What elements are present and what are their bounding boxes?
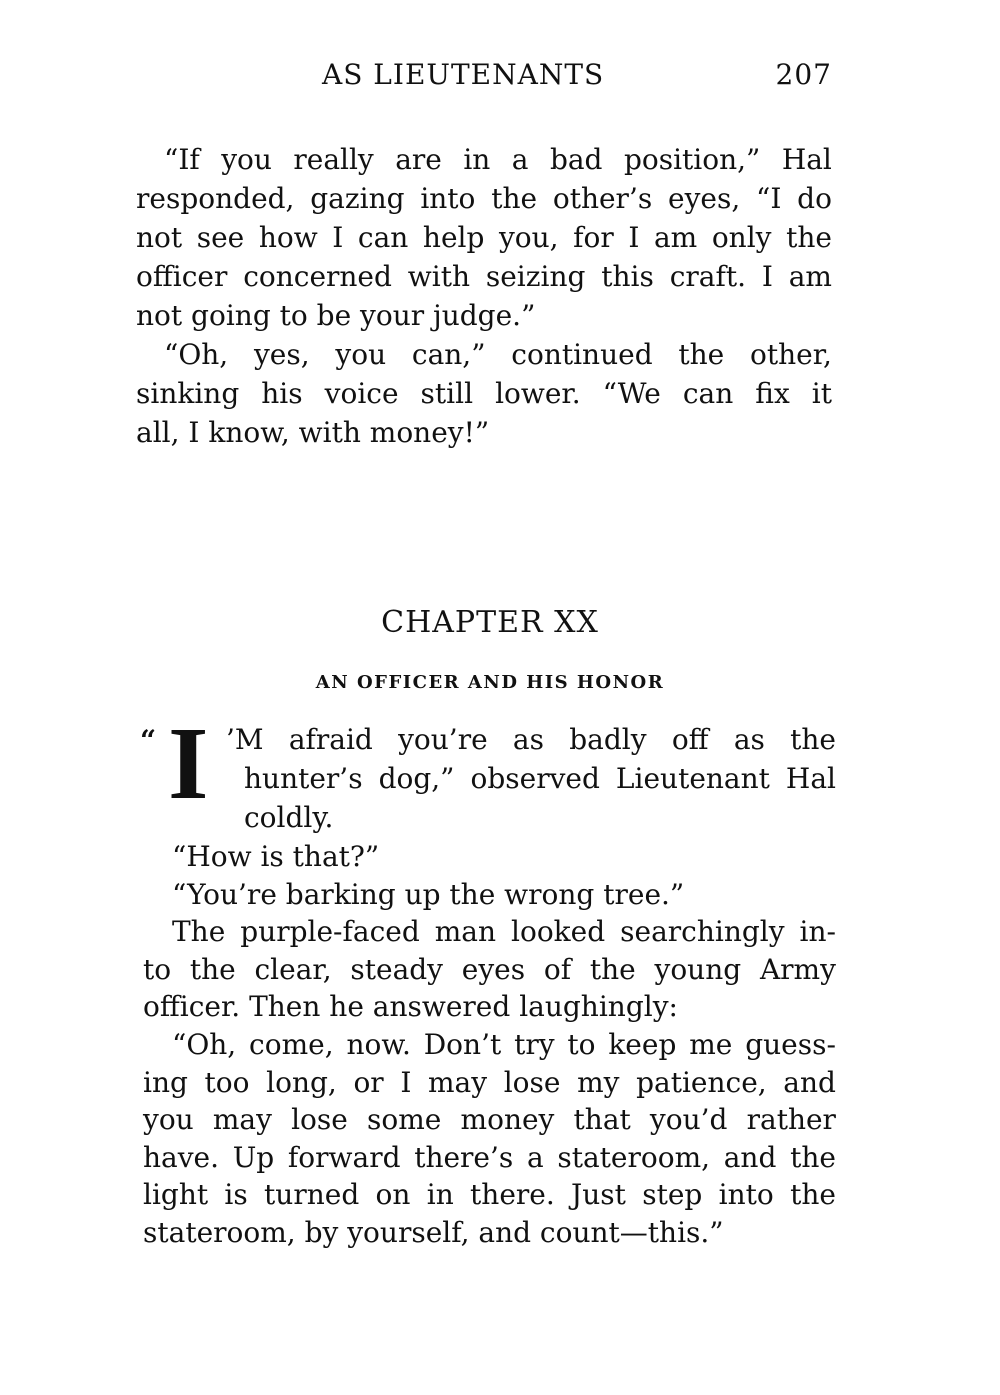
word: bad <box>549 143 603 176</box>
word: stateroom, <box>557 1141 711 1174</box>
word: you <box>221 143 272 176</box>
word: Don’t <box>423 1028 502 1061</box>
word: responded, <box>136 182 295 215</box>
word: I <box>332 221 344 254</box>
word: ing <box>143 1066 188 1099</box>
word: still <box>420 377 474 410</box>
word: there. <box>470 1178 555 1211</box>
chapter-title: AN OFFICER AND HIS HONOR <box>315 672 665 693</box>
word: light <box>143 1178 209 1211</box>
word: in- <box>799 915 836 948</box>
text-line: not going to be your judge.” <box>136 299 536 332</box>
word: turned <box>264 1178 360 1211</box>
word: am <box>788 260 832 293</box>
word: seizing <box>485 260 586 293</box>
text-line: “How is that?” <box>172 840 380 873</box>
word: afraid <box>288 723 373 756</box>
word: really <box>293 143 374 176</box>
word: you, <box>498 221 559 254</box>
word: Hal <box>785 762 836 795</box>
word: me <box>689 1028 733 1061</box>
word: in <box>426 1178 454 1211</box>
word: on <box>375 1178 411 1211</box>
word: too <box>204 1066 250 1099</box>
word: some <box>367 1103 442 1136</box>
word: is <box>224 1178 248 1211</box>
word: can,” <box>411 338 486 371</box>
word: “We <box>602 377 661 410</box>
word: sinking <box>136 377 240 410</box>
text-line <box>164 141 832 179</box>
word: you’d <box>649 1103 728 1136</box>
word: to <box>143 953 172 986</box>
text-line <box>143 1064 836 1102</box>
word: officer <box>136 260 228 293</box>
text-line <box>136 375 832 413</box>
drop-cap: I <box>168 706 209 821</box>
word: come, <box>249 1028 334 1061</box>
word: observed <box>470 762 600 795</box>
word: other, <box>750 338 832 371</box>
word: as <box>733 723 765 756</box>
word: you <box>143 1103 194 1136</box>
word: continued <box>511 338 653 371</box>
word: eyes, <box>668 182 741 215</box>
word: I <box>628 221 640 254</box>
word: eyes <box>461 953 526 986</box>
word: forward <box>287 1141 401 1174</box>
word: guess- <box>745 1028 836 1061</box>
word: the <box>790 1178 836 1211</box>
word: I <box>761 260 773 293</box>
word: off <box>671 723 709 756</box>
word: voice <box>324 377 399 410</box>
word: that <box>573 1103 631 1136</box>
word: the <box>189 953 236 986</box>
word: long, <box>266 1066 337 1099</box>
word: young <box>654 953 742 986</box>
word: “Oh, <box>164 338 229 371</box>
word: hunter’s <box>244 762 363 795</box>
word: “I <box>756 182 782 215</box>
word: with <box>407 260 470 293</box>
text-line <box>172 1026 836 1064</box>
word: into <box>718 1178 774 1211</box>
word: The <box>172 915 226 948</box>
word: clear, <box>254 953 332 986</box>
text-line: coldly. <box>244 801 334 834</box>
word: or <box>353 1066 384 1099</box>
text-line <box>172 913 836 951</box>
word: ’M <box>226 723 264 756</box>
word: searchingly <box>620 915 785 948</box>
word: have. <box>143 1141 220 1174</box>
word: may <box>212 1103 272 1136</box>
text-line <box>226 721 836 759</box>
text-line: officer. Then he answered laughingly: <box>143 990 678 1023</box>
text-line: “You’re barking up the wrong tree.” <box>172 878 685 911</box>
page-number: 207 <box>775 58 832 91</box>
word: lose <box>291 1103 348 1136</box>
text-line <box>136 219 832 257</box>
word: rather <box>746 1103 836 1136</box>
word: in <box>463 143 491 176</box>
word: patience, <box>636 1066 767 1099</box>
text-line <box>143 1101 836 1139</box>
word: my <box>577 1066 620 1099</box>
word: do <box>797 182 832 215</box>
word: “If <box>164 143 200 176</box>
text-line: stateroom, by yourself, and count—this.” <box>143 1216 724 1249</box>
word: how <box>258 221 318 254</box>
word: the <box>790 723 836 756</box>
word: now. <box>346 1028 411 1061</box>
word: may <box>428 1066 488 1099</box>
text-line <box>143 1139 836 1177</box>
word: fix <box>755 377 790 410</box>
word: you’re <box>398 723 488 756</box>
word: his <box>261 377 303 410</box>
word: and <box>723 1141 777 1174</box>
word: Army <box>759 953 836 986</box>
word: not <box>136 221 183 254</box>
word: to <box>567 1028 596 1061</box>
word: can <box>357 221 409 254</box>
word: of <box>543 953 572 986</box>
word: the <box>790 1141 836 1174</box>
text-line <box>136 258 832 296</box>
word: for <box>573 221 614 254</box>
word: the <box>786 221 832 254</box>
word: as <box>512 723 544 756</box>
word: Just <box>571 1178 626 1211</box>
word: are <box>395 143 442 176</box>
word: this <box>601 260 654 293</box>
word: concerned <box>243 260 392 293</box>
text-line: all, I know, with money!” <box>136 416 490 449</box>
drop-cap-quote: “ <box>140 724 157 757</box>
word: “Oh, <box>172 1028 237 1061</box>
text-line <box>136 180 832 218</box>
word: Up <box>232 1141 275 1174</box>
word: a <box>526 1141 544 1174</box>
word: dog,” <box>378 762 455 795</box>
word: a <box>511 143 529 176</box>
word: step <box>642 1178 703 1211</box>
word: looked <box>511 915 606 948</box>
word: man <box>434 915 497 948</box>
word: yes, <box>253 338 310 371</box>
word: badly <box>569 723 647 756</box>
word: the <box>491 182 538 215</box>
word: there’s <box>414 1141 514 1174</box>
running-title: AS LIEUTENANTS <box>322 58 605 91</box>
word: the <box>589 953 636 986</box>
word: into <box>420 182 476 215</box>
word: and <box>783 1066 836 1099</box>
word: craft. <box>669 260 746 293</box>
word: purple-faced <box>240 915 420 948</box>
word: the <box>678 338 725 371</box>
word: money <box>460 1103 555 1136</box>
chapter-number: CHAPTER XX <box>381 605 599 640</box>
running-head <box>322 58 832 98</box>
word: I <box>400 1066 412 1099</box>
text-line <box>244 760 836 798</box>
word: lose <box>503 1066 561 1099</box>
word: am <box>653 221 698 254</box>
word: steady <box>350 953 444 986</box>
word: Hal <box>781 143 832 176</box>
text-line <box>143 951 836 989</box>
word: can <box>682 377 734 410</box>
word: position,” <box>623 143 761 176</box>
word: only <box>711 221 772 254</box>
word: lower. <box>495 377 581 410</box>
word: it <box>811 377 832 410</box>
text-line <box>143 1176 836 1214</box>
word: try <box>514 1028 555 1061</box>
word: you <box>335 338 387 371</box>
word: see <box>196 221 245 254</box>
word: Lieutenant <box>615 762 770 795</box>
word: gazing <box>310 182 405 215</box>
word: keep <box>608 1028 677 1061</box>
word: other’s <box>552 182 653 215</box>
text-line <box>164 336 832 374</box>
word: help <box>422 221 485 254</box>
